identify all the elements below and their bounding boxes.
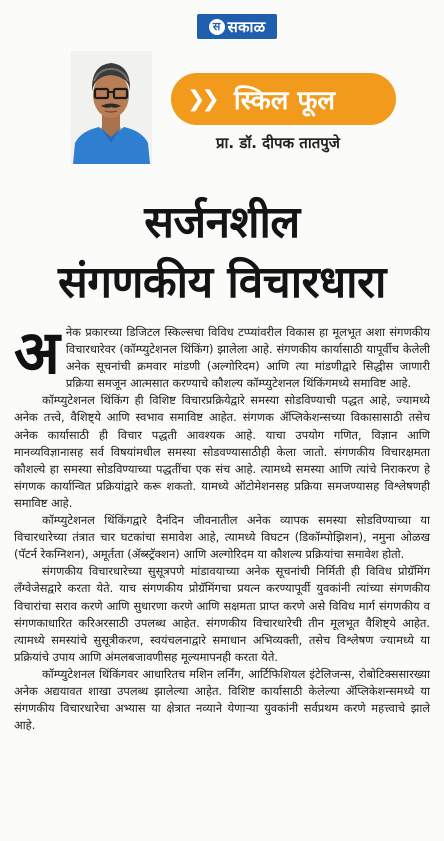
column-banner [171, 73, 396, 125]
column-title: स्किल फूल [233, 86, 336, 116]
article-paragraph-4: संगणकीय विचारधारेच्या सुसूत्रपणे मांडावयाच्या अनेक सूचनांची निर्मिती ही विविध प्रोग्रॅमिंग लॅंग्वेजेसद्वारे करता येते. याच संगणकीय प्रोग्रॅमिंगचा प्रयत्न करण्यापूर्वी युवकांनी त्यांच्या संगणकीय विचारांचा सराव करणे आणि सुधारणा करणे आणि सक्षमता प्राप्त करणे असे विविध मार्ग संगणकीय व संगणकाधारित करिअरसाठी उपलब्ध आहेत. संगणकीय विचारधारेची तीन मूलभूत वैशिष्ट्ये आहेत. त्यामध्ये समस्यांचे सुसूत्रीकरण, स्वयंचलनाद्वारे समाधान अभिव्यक्ती, तसेच विश्लेषण ज्यामध्ये या प्रक्रियांचे उपाय आणि अंमलबजावणीसह मूल्यमापनही करता येते. [14, 564, 430, 664]
headline-line-1: सर्जनशील [144, 197, 300, 248]
author-byline: प्रा. डॉ. दीपक तातपुजे [216, 134, 340, 152]
masthead-name: सकाळ [227, 17, 266, 36]
article-paragraph-5: कॉम्प्युटेशनल थिंकिंगवर आधारितच मशिन लर्निंग, आर्टिफिशियल इंटेलिजन्स, रोबोटिक्ससारख्या अनेक अद्ययावत शाखा उपलब्ध झालेल्या आहेत. विशिष्ट कार्यासाठी केलेल्या ॲप्लिकेशन्समध्ये या संगणकीय विचारधारेचा अभ्यास या क्षेत्रात नव्याने येणाऱ्या युवकांनी सर्वप्रथम करणे महत्त्वाचे झाले आहे. [14, 666, 430, 733]
headline-line-2: संगणकीय विचारधारा [58, 257, 386, 308]
masthead-logo [197, 14, 277, 39]
article-paragraph-3: कॉम्प्युटेशनल थिंकिंगद्वारे दैनंदिन जीवनातील अनेक व्यापक समस्या सोडविण्याच्या या विचारधारेच्या तंत्रात चार घटकांचा समावेश आहे, त्यामध्ये विघटन (डिकॉम्पोझिशन), नमुना ओळख (पॅटर्न रेकग्निशन), अमूर्तता (ॲब्स्ट्रॅक्शन) आणि अल्गोरिदम या कौशल्य प्रक्रियांचा समावेश होतो. [14, 513, 430, 562]
article-paragraph-2: कॉम्प्युटेशनल थिंकिंग ही विशिष्ट विचारप्रक्रियेद्वारे समस्या सोडविण्याची पद्धत आहे, ज्यामध्ये अनेक तत्त्वे, वैशिष्ट्ये आणि स्वभाव समाविष्ट आहेत. संगणक ॲप्लिकेशन्सच्या विकासासाठी तसेच अनेक कार्यासाठी ही विचार पद्धती आवश्यक आहे. याचा उपयोग गणित, विज्ञान आणि मानव्यविज्ञानासह सर्व विषयांमधील समस्या सोडवण्यासाठीही केला जातो. संगणकीय विचारक्षमता कौशल्ये हा समस्या सोडविण्याच्या पद्धतींचा एक संच आहे. त्यामध्ये समस्या आणि त्यांचे निराकरण हे संगणक कार्यान्वित प्रक्रियांद्वारे करू शकतो. यामध्ये ऑटोमेशनसह प्रक्रिया समजण्यासह विश्लेषणही समाविष्ट आहे. [14, 393, 430, 510]
double-chevron-right-icon: ❯❯ [187, 86, 216, 112]
article-paragraph-1: अनेक प्रकारच्या डिजिटल स्किल्सचा विविध टप्प्यांवरील विकास हा मूलभूत अशा संगणकीय विचारधारेवर (कॉम्प्युटेशनल थिंकिंग) झालेला आहे. संगणकीय कार्यासाठी यापूर्वीच केलेली अनेक सूचनांची क्रमवार मांडणी (अल्गोरिदम) आणि त्या मांडणीद्वारे सिद्धीस जाणारी प्रक्रिया समजून आत्मसात करण्याचे कौशल्य कॉम्प्युटेशनल थिंकिंगमध्ये समाविष्ट आहे. [14, 318, 430, 391]
article-body [14, 318, 430, 734]
masthead-emblem-icon: स [209, 19, 225, 35]
drop-cap: अ [14, 318, 60, 388]
author-photo [71, 51, 152, 164]
